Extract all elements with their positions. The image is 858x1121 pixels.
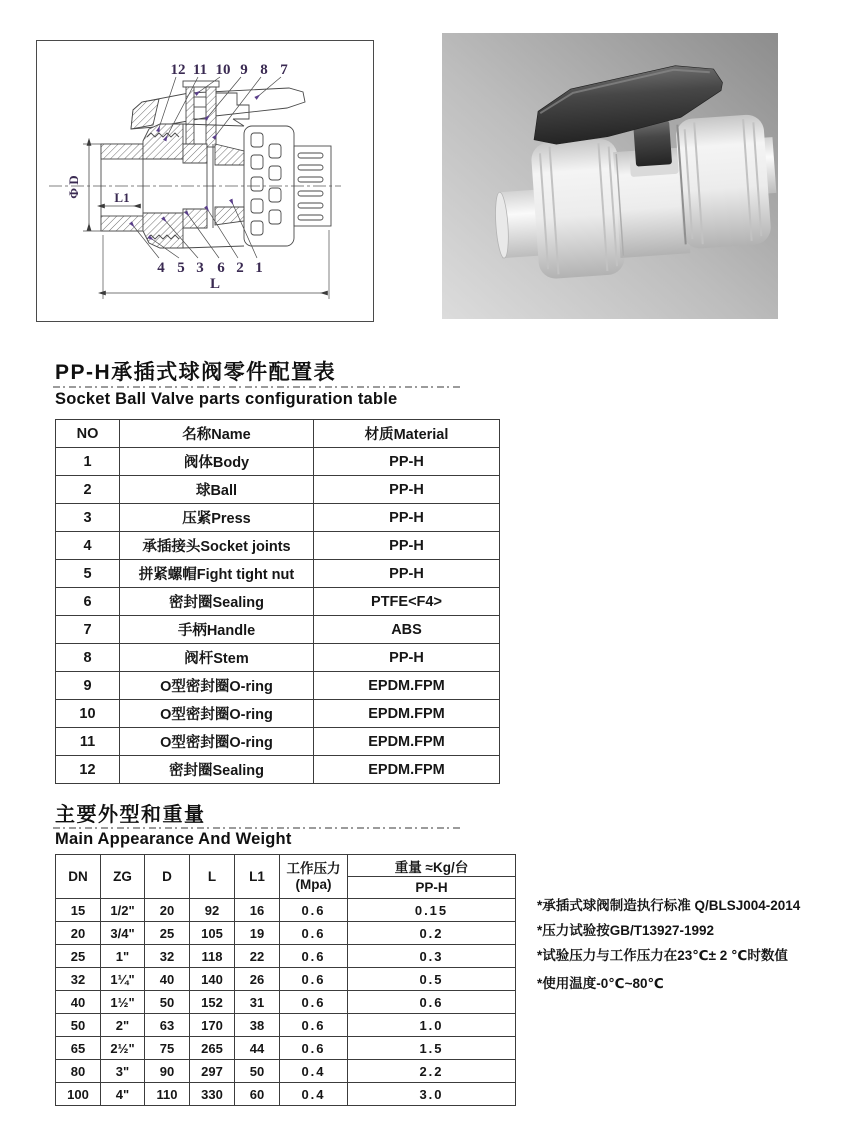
table-cell: 拼紧螺帽Fight tight nut (120, 560, 314, 588)
table-cell: 8 (56, 644, 120, 672)
table-cell: 0.5 (348, 968, 516, 991)
table-cell: 75 (145, 1037, 190, 1060)
table-cell: 50 (56, 1014, 101, 1037)
table-cell: 密封圈Sealing (120, 588, 314, 616)
table-row (56, 672, 500, 700)
table-row (56, 945, 516, 968)
table-cell: 20 (56, 922, 101, 945)
table-cell: 4 (56, 532, 120, 560)
table-cell: 110 (145, 1083, 190, 1106)
note-standard: *承插式球阀制造执行标准 Q/BLSJ004-2014 (537, 898, 801, 913)
parts-section-title-en: Socket Ball Valve parts configuration table (55, 390, 398, 408)
note-pressure-test: *压力试验按GB/T13927-1992 (537, 923, 715, 938)
table-cell: PTFE<F4> (314, 588, 500, 616)
parts-title-rule (53, 386, 461, 388)
table-cell: 球Ball (120, 476, 314, 504)
table-cell: 0.6 (280, 991, 348, 1014)
table-cell: 170 (190, 1014, 235, 1037)
table-cell: 92 (190, 899, 235, 922)
table-row (56, 448, 500, 476)
table-cell: EPDM.FPM (314, 672, 500, 700)
parts-table-body (56, 448, 500, 784)
part-label-8: 8 (260, 62, 268, 78)
table-cell: PP-H (314, 504, 500, 532)
table-row (56, 756, 500, 784)
col-header-pressure (280, 855, 348, 899)
notes-block (537, 893, 800, 996)
table-row (56, 504, 500, 532)
table-cell: 32 (145, 945, 190, 968)
table-row (56, 922, 516, 945)
table-cell: 152 (190, 991, 235, 1014)
table-cell: 90 (145, 1060, 190, 1083)
note-temperature: *使用温度-0℃~80℃ (537, 976, 664, 991)
table-cell: PP-H (314, 532, 500, 560)
table-row (56, 1014, 516, 1037)
table-cell: 38 (235, 1014, 280, 1037)
col-header-weight: 重量 ≈Kg/台 (348, 855, 516, 877)
table-cell: 4" (101, 1083, 145, 1106)
table-cell: 1 (56, 448, 120, 476)
table-cell: 50 (235, 1060, 280, 1083)
table-cell: 承插接头Socket joints (120, 532, 314, 560)
table-cell: EPDM.FPM (314, 756, 500, 784)
table-cell: 2 (56, 476, 120, 504)
table-cell: 0.6 (348, 991, 516, 1014)
col-header-dn: DN (56, 855, 101, 899)
table-cell: 手柄Handle (120, 616, 314, 644)
weight-section-title-cn: 主要外型和重量 (55, 804, 206, 826)
table-cell: 11 (56, 728, 120, 756)
table-cell: 6 (56, 588, 120, 616)
table-cell: 1.5 (348, 1037, 516, 1060)
col-header-l: L (190, 855, 235, 899)
weight-section-title-en: Main Appearance And Weight (55, 830, 292, 848)
part-label-9: 9 (240, 62, 248, 78)
col-header-material: 材质Material (314, 420, 500, 448)
table-cell: 330 (190, 1083, 235, 1106)
dim-l-label: L (209, 276, 221, 292)
weight-table-header-row (56, 855, 516, 877)
part-label-5: 5 (177, 260, 185, 276)
table-cell: 20 (145, 899, 190, 922)
table-cell: 2.2 (348, 1060, 516, 1083)
ball-valve-photo-figure (442, 33, 778, 319)
table-row (56, 644, 500, 672)
table-cell: 0.6 (280, 922, 348, 945)
table-cell: 0.4 (280, 1083, 348, 1106)
table-cell: 297 (190, 1060, 235, 1083)
part-label-1: 1 (255, 260, 263, 276)
table-cell: 44 (235, 1037, 280, 1060)
weight-title-rule (53, 827, 461, 829)
table-cell: 2½" (101, 1037, 145, 1060)
table-cell: 0.6 (280, 968, 348, 991)
table-cell: 密封圈Sealing (120, 756, 314, 784)
table-cell: O型密封圈O-ring (120, 672, 314, 700)
part-label-2: 2 (236, 260, 244, 276)
table-cell: 22 (235, 945, 280, 968)
parts-table-header-row (56, 420, 500, 448)
table-cell: 50 (145, 991, 190, 1014)
part-label-4: 4 (157, 260, 165, 276)
col-header-d: D (145, 855, 190, 899)
weight-table (55, 854, 516, 1106)
table-cell: PP-H (314, 448, 500, 476)
table-cell: 3.0 (348, 1083, 516, 1106)
part-label-3: 3 (196, 260, 204, 276)
part-label-12: 12 (170, 62, 186, 78)
table-row (56, 968, 516, 991)
table-cell: 19 (235, 922, 280, 945)
table-cell: PP-H (314, 560, 500, 588)
product-photo (442, 33, 778, 319)
table-cell: 1/2" (101, 899, 145, 922)
table-cell: 25 (56, 945, 101, 968)
table-cell: 40 (56, 991, 101, 1014)
table-cell: 32 (56, 968, 101, 991)
table-cell: 1.0 (348, 1014, 516, 1037)
table-cell: ABS (314, 616, 500, 644)
table-cell: 压紧Press (120, 504, 314, 532)
table-cell: 0.6 (280, 899, 348, 922)
table-cell: 80 (56, 1060, 101, 1083)
parts-section-title-cn: PP-H承插式球阀零件配置表 (55, 361, 337, 384)
col-header-zg: ZG (101, 855, 145, 899)
parts-configuration-table (55, 419, 500, 784)
table-cell: 26 (235, 968, 280, 991)
part-label-11: 11 (192, 62, 208, 78)
table-cell: 60 (235, 1083, 280, 1106)
table-cell: EPDM.FPM (314, 728, 500, 756)
table-cell: 0.3 (348, 945, 516, 968)
table-cell: 40 (145, 968, 190, 991)
table-row (56, 588, 500, 616)
table-row (56, 1060, 516, 1083)
table-cell: 2" (101, 1014, 145, 1037)
col-header-no: NO (56, 420, 120, 448)
table-row (56, 700, 500, 728)
table-row (56, 728, 500, 756)
table-row (56, 1037, 516, 1060)
table-cell: 0.6 (280, 945, 348, 968)
table-row (56, 616, 500, 644)
table-cell: 12 (56, 756, 120, 784)
pressure-header-line1: 工作压力 (286, 860, 341, 876)
weight-table-body (56, 899, 516, 1106)
col-header-pph: PP-H (348, 877, 516, 899)
table-cell: 100 (56, 1083, 101, 1106)
table-cell: 7 (56, 616, 120, 644)
table-cell: 118 (190, 945, 235, 968)
note-test-condition: *试验压力与工作压力在23℃± 2 ℃时数值 (537, 948, 788, 963)
table-cell: 140 (190, 968, 235, 991)
table-cell: EPDM.FPM (314, 700, 500, 728)
part-label-10: 10 (215, 62, 231, 78)
table-cell: 25 (145, 922, 190, 945)
table-row (56, 1083, 516, 1106)
table-cell: 5 (56, 560, 120, 588)
table-cell: 阀体Body (120, 448, 314, 476)
table-row (56, 532, 500, 560)
table-cell: 阀杆Stem (120, 644, 314, 672)
table-cell: 0.4 (280, 1060, 348, 1083)
table-cell: 10 (56, 700, 120, 728)
table-cell: 0.6 (280, 1037, 348, 1060)
part-label-7: 7 (280, 62, 288, 78)
table-cell: 63 (145, 1014, 190, 1037)
table-cell: 16 (235, 899, 280, 922)
table-cell: O型密封圈O-ring (120, 728, 314, 756)
table-cell: PP-H (314, 476, 500, 504)
table-cell: 31 (235, 991, 280, 1014)
col-header-name: 名称Name (120, 420, 314, 448)
table-cell: 265 (190, 1037, 235, 1060)
table-cell: 0.6 (280, 1014, 348, 1037)
table-cell: 1½" (101, 991, 145, 1014)
table-cell: 0.2 (348, 922, 516, 945)
table-cell: 15 (56, 899, 101, 922)
dim-l1-label: L1 (114, 190, 130, 205)
pressure-header-line2: (Mpa) (295, 876, 332, 892)
table-row (56, 560, 500, 588)
technical-drawing (36, 40, 374, 322)
table-cell: 1" (101, 945, 145, 968)
table-cell: 105 (190, 922, 235, 945)
table-cell: 9 (56, 672, 120, 700)
col-header-l1: L1 (235, 855, 280, 899)
table-cell: 0.15 (348, 899, 516, 922)
table-cell: 1¼" (101, 968, 145, 991)
dim-diameter-label: Φ D (66, 175, 81, 199)
table-cell: 65 (56, 1037, 101, 1060)
valve-cross-section-figure (37, 41, 373, 321)
table-cell: PP-H (314, 644, 500, 672)
table-row (56, 476, 500, 504)
table-cell: O型密封圈O-ring (120, 700, 314, 728)
table-cell: 3/4" (101, 922, 145, 945)
part-label-6: 6 (217, 260, 225, 276)
table-row (56, 899, 516, 922)
table-cell: 3" (101, 1060, 145, 1083)
table-cell: 3 (56, 504, 120, 532)
table-row (56, 991, 516, 1014)
